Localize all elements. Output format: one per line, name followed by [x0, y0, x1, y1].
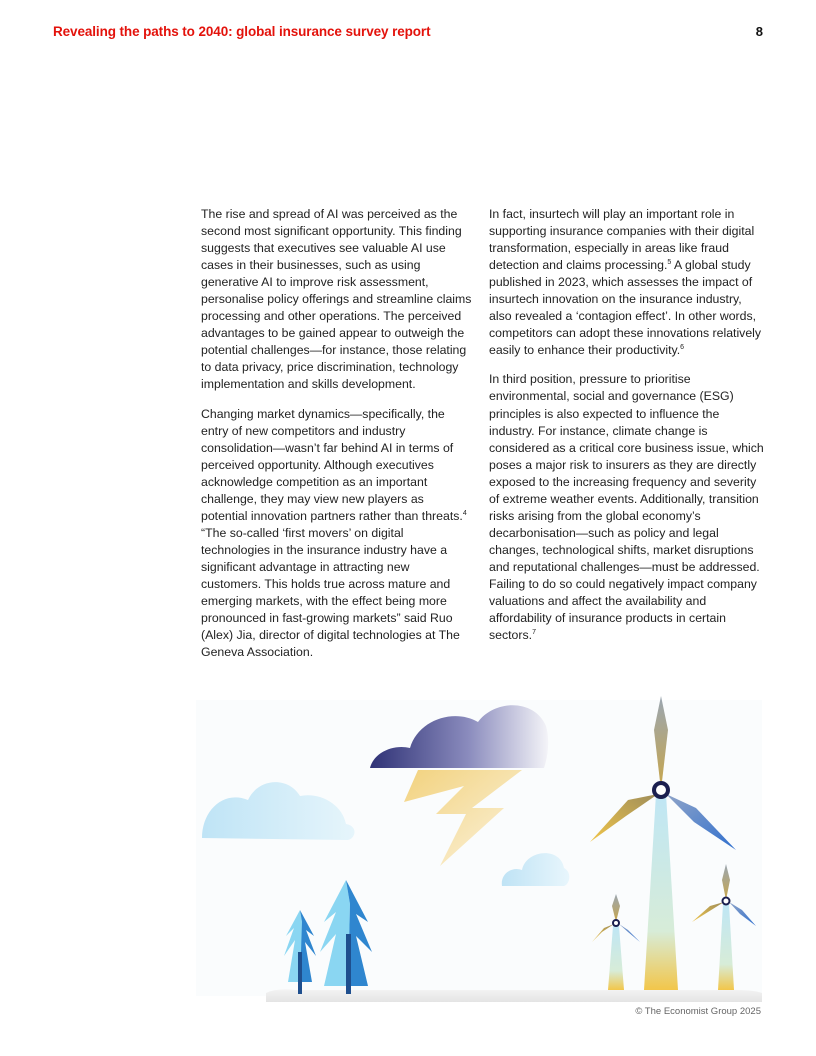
right-column: [489, 206, 764, 656]
paragraph: [201, 406, 473, 662]
report-title: Revealing the paths to 2040: global insurance survey report: [53, 24, 431, 39]
footnote-ref: 4: [462, 509, 467, 517]
paragraph: [489, 371, 764, 644]
climate-illustration: [196, 690, 762, 1002]
paragraph-text: Changing market dynamics—specifically, the entry of new competitors and industry consolidation—wasn’t far behind AI in terms of perceived opportunity. Although executives acknowledge competition as an important challenge, they may view new players as potential innovation partners rather than threats.: [201, 406, 463, 523]
paragraph: The rise and spread of AI was perceived as the second most significant opportunity. This finding suggests that executives see valuable AI use cases in their businesses, such as using generative AI to improve risk assessment, personalise policy offerings and streamline claims processing and other operations. The perceived advantages to be gained appear to outweigh the potential challenges—for instance, those relating to data privacy, price discrimination, technology implementation and skills development.: [201, 207, 472, 392]
copyright-footer: © The Economist Group 2025: [635, 1006, 761, 1017]
paragraph-text: In third position, pressure to prioritise environmental, social and governance (ESG) principles is also expected to influence the industry. For instance, climate change is considered as a critical core business issue, which poses a major risk to insurers as they are directly exposed to the increasing frequency and severity of extreme weather events. Additionally, transition risks arising from the global economy’s decarbonisation—such as policy and legal changes, technological shifts, market disruptions and reputational challenges—must be addressed. Failing to do so could negatively impact company valuations and affect the availability and affordability of insurance products in certain sectors.: [489, 372, 764, 643]
footnote-ref: 5: [667, 259, 672, 267]
paragraph-text: A global study published in 2023, which assesses the impact of insurtech innovation on the insurance industry, also revealed a ‘contagion effect’. In other words, competitors can adopt these innovations relatively easily to enhance their productivity.: [489, 258, 762, 358]
footnote-ref: 7: [532, 629, 536, 637]
left-column: [201, 206, 473, 673]
paragraph-text: In fact, insurtech will play an important role in supporting insurance companies with their digital transformation, especially in areas like fraud detection and claims processing.: [489, 207, 755, 273]
paragraph-text: “The so-called ‘first movers’ on digital technologies in the insurance industry have a significant advantage in attracting new customers. This holds true across mature and emerging markets, with the effect being more pronounced in fast-growing markets” said Ruo (Alex) Jia, director of digital technologies at The Geneva Association.: [201, 525, 460, 660]
paragraph: [489, 206, 764, 359]
footnote-ref: 6: [680, 344, 685, 352]
page-number: 8: [755, 24, 763, 39]
